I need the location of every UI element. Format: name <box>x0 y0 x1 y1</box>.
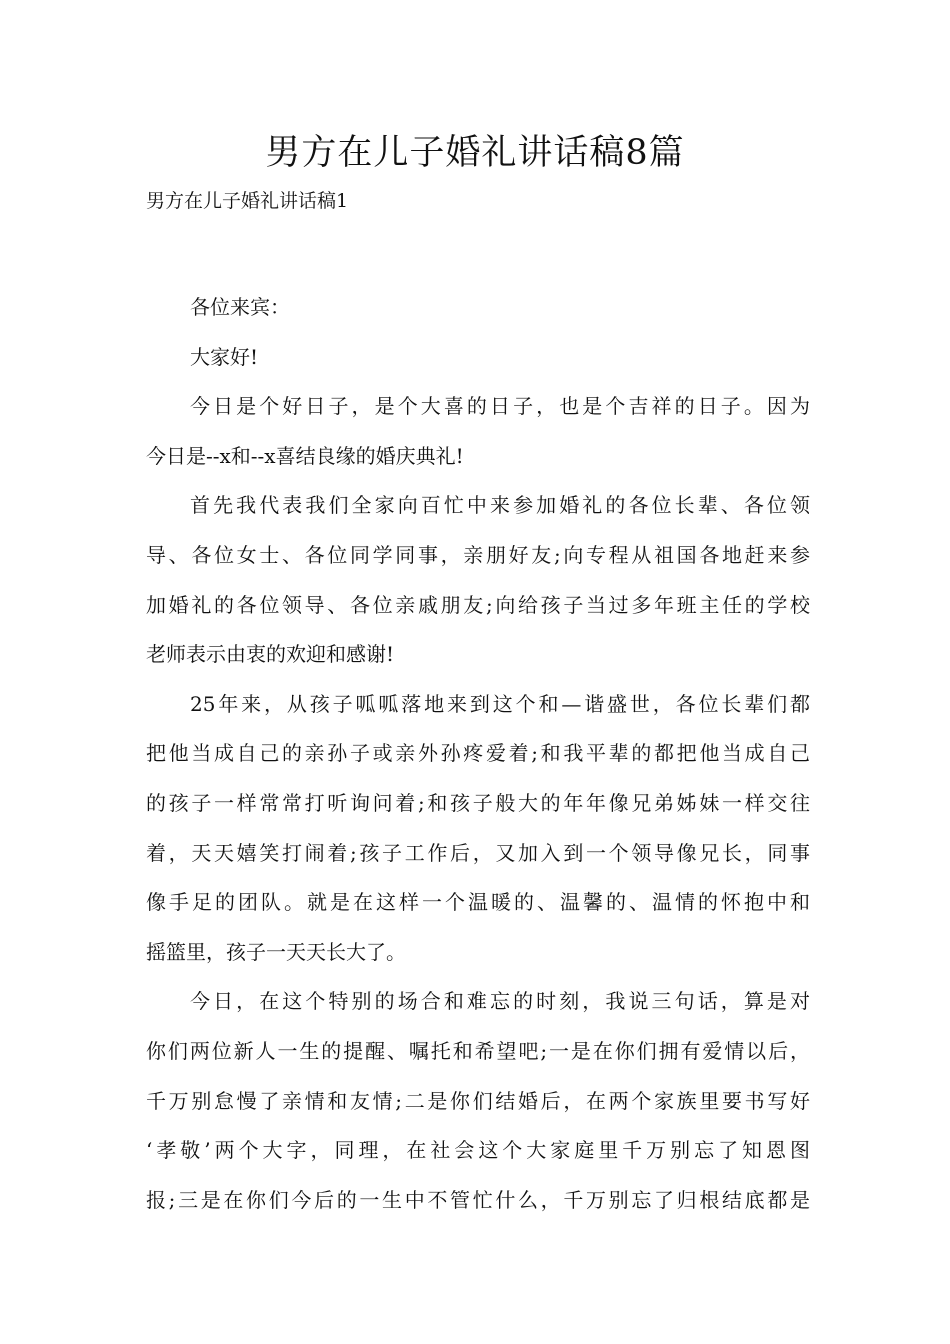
text-line: 千万别怠慢了亲情和友情;二是你们结婚后，在两个家族里要书写好 <box>146 1088 810 1113</box>
text-line: 首先我代表我们全家向百忙中来参加婚礼的各位长辈、各位领 <box>190 493 810 518</box>
text-line: 大家好! <box>190 344 259 369</box>
text-line: 摇篮里，孩子一天天长大了。 <box>146 939 406 964</box>
document-title: 男方在儿子婚礼讲话稿8篇 <box>265 133 685 173</box>
text-line: 各位来宾： <box>190 295 290 319</box>
text-line: 着，天天嬉笑打闹着;孩子工作后，又加入到一个领导像兄长，同事 <box>146 840 810 865</box>
section-heading: 男方在儿子婚礼讲话稿1 <box>146 190 349 212</box>
text-line: 今日是个好日子，是个大喜的日子，也是个吉祥的日子。因为 <box>190 394 810 419</box>
text-line: 老师表示由衷的欢迎和感谢! <box>146 642 395 667</box>
document-body <box>146 283 810 1225</box>
text-line: 把他当成自己的亲孙子或亲外孙疼爱着;和我平辈的都把他当成自己 <box>146 741 810 766</box>
text-line: 像手足的团队。就是在这样一个温暖的、温馨的、温情的怀抱中和 <box>146 890 810 915</box>
text-line: ‘孝敬’两个大字，同理，在社会这个大家庭里千万别忘了知恩图 <box>146 1138 810 1163</box>
text-line: 25年来，从孩子呱呱落地来到这个和—谐盛世，各位长辈们都 <box>190 691 810 716</box>
text-line: 今日是--x和--x喜结良缘的婚庆典礼! <box>146 443 464 468</box>
text-line: 今日，在这个特别的场合和难忘的时刻，我说三句话，算是对 <box>190 989 810 1014</box>
text-line: 你们两位新人一生的提醒、嘱托和希望吧;一是在你们拥有爱情以后， <box>146 1038 810 1063</box>
text-line: 加婚礼的各位领导、各位亲戚朋友;向给孩子当过多年班主任的学校 <box>146 592 810 617</box>
text-line: 报;三是在你们今后的一生中不管忙什么，千万别忘了归根结底都是 <box>146 1187 810 1212</box>
text-line: 导、各位女士、各位同学同事，亲朋好友;向专程从祖国各地赶来参 <box>146 542 810 567</box>
text-line: 的孩子一样常常打听询问着;和孩子般大的年年像兄弟姊妹一样交往 <box>146 790 810 815</box>
